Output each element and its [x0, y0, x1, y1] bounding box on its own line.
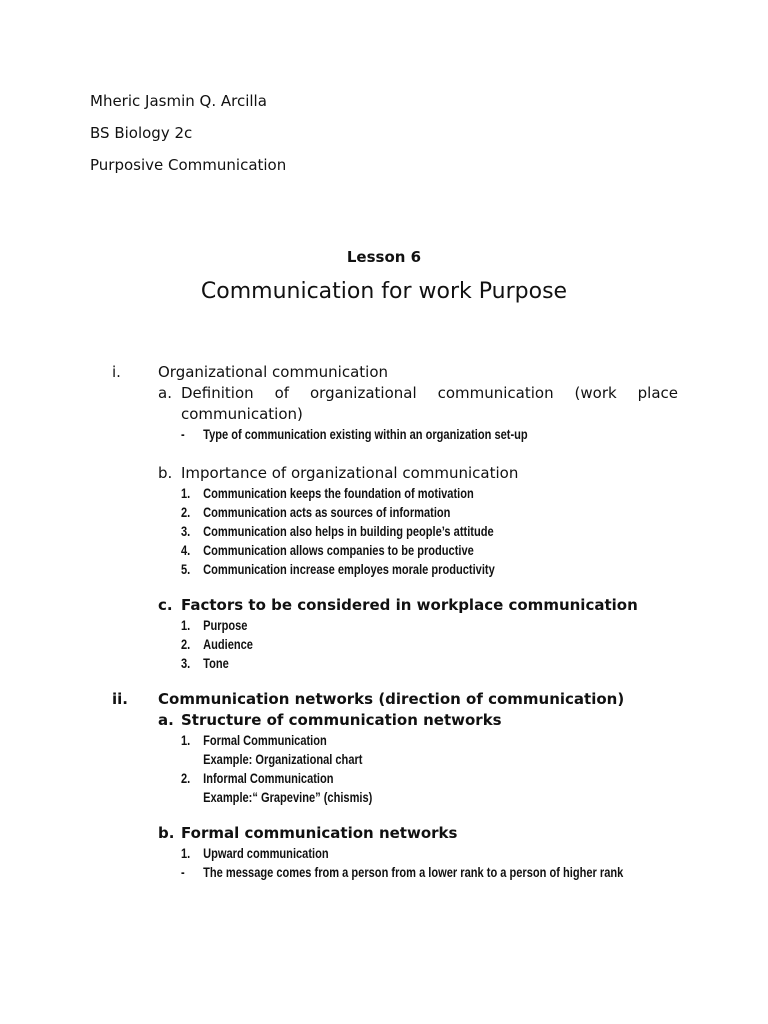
point-list: [181, 484, 768, 579]
list-marker: 2.: [181, 505, 191, 520]
outline-subsection-a: [158, 710, 678, 731]
list-item: [181, 654, 662, 673]
subsection-title: Factors to be considered in workplace communication: [181, 596, 638, 614]
outline-subsection-b: [158, 823, 678, 844]
list-item-text: Communication also helps in building people’s attitude: [203, 524, 494, 539]
section-numeral: ii.: [112, 690, 128, 708]
list-item-example: Example: Organizational chart: [203, 752, 363, 767]
list-item: [181, 541, 662, 560]
author-name: Mheric Jasmin Q. Arcilla: [90, 92, 267, 110]
list-item-text: The message comes from a person from a lower rank to a person of higher rank: [203, 865, 624, 880]
point-list: [181, 731, 768, 807]
list-item: [181, 635, 662, 654]
list-marker: 3.: [181, 524, 191, 539]
list-marker: -: [181, 427, 185, 442]
list-item: [181, 425, 662, 444]
list-item-example: Example:“ Grapevine” (chismis): [203, 790, 373, 805]
list-item: [181, 503, 662, 522]
outline-subsection-b: [158, 463, 678, 484]
subsection-letter: c.: [158, 596, 173, 614]
subsection-letter: b.: [158, 824, 175, 842]
lesson-label: Lesson 6: [346, 248, 422, 266]
list-item-text: Communication keeps the foundation of motivation: [203, 486, 474, 501]
list-marker: 5.: [181, 562, 191, 577]
list-marker: 1.: [181, 733, 191, 748]
point-list: [181, 616, 768, 673]
list-marker: 4.: [181, 543, 191, 558]
outline-subsection-c: [158, 595, 678, 616]
list-item: [181, 844, 662, 863]
list-marker: 2.: [181, 771, 191, 786]
list-marker: -: [181, 865, 185, 880]
subsection-title: Structure of communication networks: [181, 711, 502, 729]
list-item-text: Communication increase employes morale productivity: [203, 562, 495, 577]
subject-name: Purposive Communication: [90, 156, 287, 174]
section-title: Organizational communication: [158, 363, 389, 381]
subsection-title: Importance of organizational communication: [181, 464, 519, 482]
list-item: [181, 616, 662, 635]
list-item-text: Communication allows companies to be productive: [203, 543, 474, 558]
list-item: [181, 522, 662, 541]
list-marker: 1.: [181, 486, 191, 501]
list-item: [181, 769, 662, 788]
list-marker: 1.: [181, 846, 191, 861]
list-item-text: Tone: [203, 656, 229, 671]
list-item-text: Type of communication existing within an organization set-up: [203, 427, 528, 442]
list-marker: 3.: [181, 656, 191, 671]
section-title: Communication networks (direction of communication): [158, 690, 625, 708]
list-item-text: Communication acts as sources of information: [203, 505, 451, 520]
lesson-title: Communication for work Purpose: [200, 279, 568, 304]
list-item-text: Upward communication: [203, 846, 329, 861]
list-item: [181, 863, 662, 882]
outline-section-2: [0, 689, 768, 882]
section-numeral: i.: [112, 363, 121, 381]
point-list: [181, 844, 768, 882]
outline: [0, 362, 768, 882]
subsection-title: Definition of organizational communication (work place communication): [181, 384, 678, 423]
list-item: [181, 484, 662, 503]
subsection-letter: a.: [158, 711, 174, 729]
list-item-text: Formal Communication: [203, 733, 327, 748]
list-item-text: Audience: [203, 637, 253, 652]
subsection-letter: b.: [158, 464, 173, 482]
list-marker: 1.: [181, 618, 191, 633]
subsection-letter: a.: [158, 384, 172, 402]
outline-section-1: [0, 362, 768, 673]
outline-subsection-a: [158, 383, 678, 425]
list-item: [181, 731, 662, 750]
course-section: BS Biology 2c: [90, 124, 193, 142]
list-marker: 2.: [181, 637, 191, 652]
subsection-title: Formal communication networks: [181, 824, 458, 842]
list-item-text: Informal Communication: [203, 771, 334, 786]
point-list: [181, 425, 768, 444]
list-item: [181, 560, 662, 579]
list-item-text: Purpose: [203, 618, 248, 633]
